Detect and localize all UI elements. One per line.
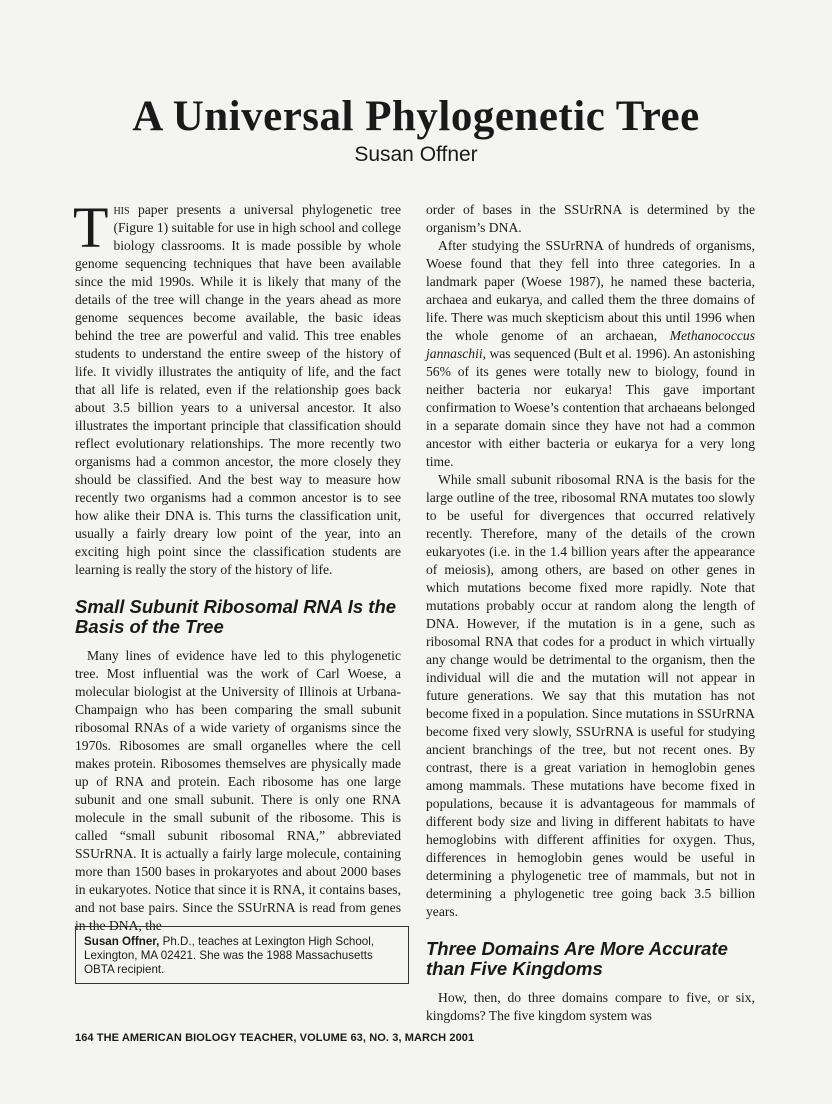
page-footer-citation: 164 THE AMERICAN BIOLOGY TEACHER, VOLUME 63, NO. 3, MARCH 2001 <box>75 1032 475 1044</box>
paragraph-2-text: After studying the SSUrRNA of hundreds of organisms, Woese found that they fell into three categories. In a landmark paper (Woese 1987), he named these bacteria, archaea and eukarya, and called them the three domains of life. There was much skepticism about this until 1996 when the whole genome of an archaean, <box>426 238 755 343</box>
article-title: A Universal Phylogenetic Tree <box>132 93 700 140</box>
species-name: Methanococcus jannaschii <box>426 328 755 361</box>
right-column <box>426 201 755 1025</box>
intro-text: paper presents a universal phylogenetic tree (Figure 1) suitable for use in high school and college biology classrooms. It is made possible by whole genome sequencing techniques that have been available since the mid 1990s. While it is likely that many of the details of the tree will change in the years ahead as more genome sequences become available, the basic ideas behind the tree are powerful and valid. This tree enables students to understand the entire sweep of the history of life. It vividly illustrates the antiquity of life, and the fact that all life is related, even if the relationship goes back about 3.5 billion years to a universal ancestor. It also illustrates the important principle that classification should reflect evolutionary relationships. The more recently two organisms had a common ancestor, the more closely they should be classified. And the best way to measure how recently two organisms had a common ancestor is to see how alike their DNA is. This turns the classification unit, usually a fairly dreary low point of the year, into an exciting high point since the classification students are learning is really the story of the history of life. <box>75 202 401 577</box>
intro-lead: his <box>113 202 130 217</box>
section1-paragraph-3: While small subunit ribosomal RNA is the basis for the large outline of the tree, ribosomal RNA mutates too slowly to be useful for divergences that occurred relatively recently. Therefore, many of the details of the crown eukaryotes (i.e. in the 1.4 billion years after the appearance of meiosis), among others, are based on other genes in which mutations become fixed more rapidly. Note that mutations probably occur at random along the length of DNA. However, if the mutation is in a gene, such as ribosomal RNA that codes for a product in which virtually any change would be detrimental to the organism, then the individual will die and the mutation will not appear in future generations. We say that this mutation has not become fixed in a population. Since mutations in SSUrRNA become fixed very slowly, SSUrRNA is useful for studying ancient branchings of the tree, but not recent ones. By contrast, there is a great variation in hemoglobin genes among mammals. These mutations have become fixed in populations, because it is advantageous for mammals of different body size and living in different habitats to have hemoglobins with different affinities for oxygen. Thus, differences in hemoglobin genes would be useful in determining a phylogenetic tree of mammals, but not in determining a phylogenetic tree going back 3.5 billion years. <box>426 472 755 919</box>
intro-paragraph <box>73 195 401 579</box>
author-name: Susan Offner <box>354 143 478 166</box>
section1-paragraph-2 <box>426 237 755 471</box>
drop-cap: T <box>73 195 109 260</box>
section2-paragraph-1: How, then, do three domains compare to five, or six, kingdoms? The five kingdom system was <box>426 990 755 1023</box>
paragraph-2-text-end: , was sequenced (Bult et al. 1996). An astonishing 56% of its genes were totally new to biology, found in neither bacteria nor eukarya! This gave important confirmation to Woese’s contention that archaeans belonged in a separate domain since they have not had a common ancestor with either bacteria or eukarya for a very long time. <box>426 346 755 469</box>
author-bio-box <box>75 926 409 984</box>
bio-author-name: Susan Offner, <box>84 935 160 948</box>
left-column <box>73 195 401 935</box>
bio-text: Ph.D., teaches at Lexington High School, Lexington, MA 02421. She was the 1988 Massachusetts OBTA recipient. <box>84 935 375 976</box>
section1-paragraph-1-continued: order of bases in the SSUrRNA is determined by the organism’s DNA. <box>426 202 755 235</box>
section-heading-ssurrna: Small Subunit Ribosomal RNA Is the Basis of the Tree <box>75 596 397 637</box>
section-heading-domains: Three Domains Are More Accurate than Five Kingdoms <box>426 938 728 979</box>
section1-paragraph-1: Many lines of evidence have led to this phylogenetic tree. Most influential was the work of Carl Woese, a molecular biologist at the University of Illinois at Urbana-Champaign who has been comparing the small subunit ribosomal RNAs of a wide variety of organisms since the 1970s. Ribosomes are small organelles where the cell makes protein. Ribosomes themselves are physically made up of RNA and protein. Each ribosome has one large subunit and one small subunit. There is only one RNA molecule in the small subunit of the ribosome. This is called “small subunit ribosomal RNA,” abbreviated SSUrRNA. It is actually a fairly large molecule, containing more than 1500 bases in prokaryotes and about 2000 bases in eukaryotes. Notice that since it is RNA, it contains bases, and not base pairs. Since the SSUrRNA is read from genes in the DNA, the <box>75 648 401 933</box>
